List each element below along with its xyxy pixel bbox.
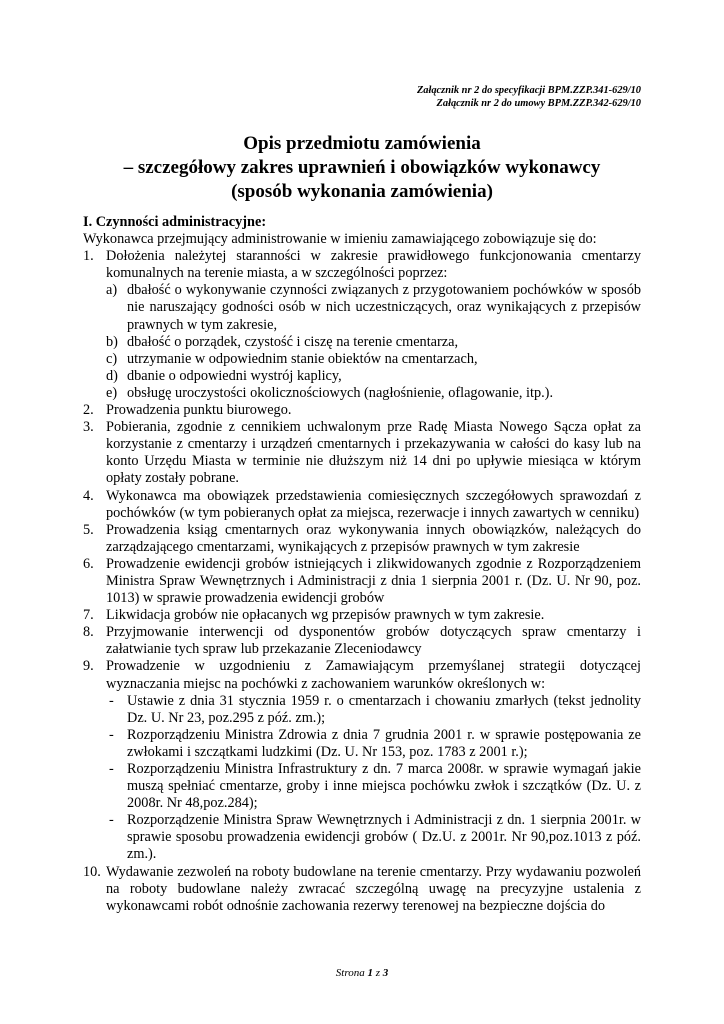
- list-item-3: [83, 419, 641, 487]
- sub-list: [106, 282, 641, 402]
- item-number: 8.: [83, 624, 94, 641]
- dash-marker: -: [109, 726, 114, 743]
- sub-item-c: [106, 351, 641, 368]
- sub-item-letter: e): [106, 384, 118, 401]
- item-number: 9.: [83, 658, 94, 675]
- list-item-7: [83, 607, 641, 624]
- sub-item-text: dbałość o porządek, czystość i ciszę na terenie cmentarza,: [127, 333, 459, 350]
- title-line-3: (sposób wykonania zamówienia): [231, 181, 493, 202]
- item-number: 2.: [83, 402, 94, 419]
- dash-marker: -: [109, 692, 114, 709]
- dash-marker: -: [109, 812, 114, 829]
- title-line-2: – szczegółowy zakres uprawnień i obowiązków wykonawcy: [123, 157, 601, 178]
- item-number: 3.: [83, 419, 94, 436]
- legal-act-item: [106, 761, 641, 812]
- legal-acts-list: [106, 693, 641, 864]
- section-intro: Wykonawca przejmujący administrowanie w imieniu zamawiającego zobowiązuje się do:: [83, 231, 597, 248]
- list-item-9: [83, 658, 641, 863]
- list-item-2: [83, 402, 641, 419]
- item-text: Prowadzenie ewidencji grobów istniejących i zlikwidowanych zgodnie z Rozporządzeniem Ministra Spraw Wewnętrznych i Administracji z dnia 1 sierpnia 2001 r. (Dz. U. Nr 90, poz. 1013) w sprawie prowadzenia ewidencji grobów: [106, 555, 641, 607]
- sub-item-d: [106, 368, 641, 385]
- sub-item-e: [106, 385, 641, 402]
- contract-reference: Załącznik nr 2 do umowy BPM.ZZP.342-629/10: [436, 98, 641, 109]
- list-item-5: [83, 522, 641, 556]
- list-item-6: [83, 556, 641, 607]
- sub-item-text: utrzymanie w odpowiednim stanie obiektów na cmentarzach,: [127, 350, 478, 367]
- sub-item-text: dbanie o odpowiedni wystrój kaplicy,: [127, 367, 342, 384]
- list-item-10: [83, 864, 641, 915]
- item-text: Przyjmowanie interwencji od dysponentów grobów dotyczących spraw cmentarzy i załatwianie tych spraw lub przekazanie Zleceniodawcy: [106, 624, 641, 658]
- list-item-8: [83, 624, 641, 658]
- current-page: 1: [367, 967, 373, 979]
- sub-item-a: [106, 282, 641, 333]
- item-text: Pobierania, zgodnie z cennikiem uchwalonym prze Radę Miasta Nowego Sącza opłat za korzystanie z cmentarzy i urządzeń cmentarnych i przekazywania w całości do kasy lub na konto Urzędu Miasta w terminie nie dłuższym niż 14 dni po upływie miesiąca w którym opłaty zostały pobrane.: [106, 419, 641, 487]
- section-heading: I. Czynności administracyjne:: [83, 214, 267, 230]
- item-number: 5.: [83, 521, 94, 538]
- legal-act-text: Rozporządzeniu Ministra Zdrowia z dnia 7 grudnia 2001 r. w sprawie postępowania ze zwłokami i szczątkami ludzkimi (Dz. U. Nr 153, poz. 1783 z 2001 r.);: [127, 726, 641, 760]
- sub-item-text: dbałość o wykonywanie czynności związanych z przygotowaniem pochówków w sposób nie naruszający godności osób w nich uczestniczących, oraz wynikających z przepisów prawnych w tym zakresie,: [127, 282, 641, 333]
- legal-act-text: Ustawie z dnia 31 stycznia 1959 r. o cmentarzach i chowaniu zmarłych (tekst jednolity Dz. U. Nr 23, poz.295 z póź. zm.);: [127, 692, 641, 726]
- item-number: 10.: [83, 863, 101, 880]
- item-text: Prowadzenia punktu biurowego.: [106, 402, 292, 419]
- item-number: 6.: [83, 555, 94, 572]
- legal-act-item: [106, 693, 641, 727]
- list-item-1: [83, 248, 641, 402]
- item-number: 7.: [83, 607, 94, 624]
- legal-act-text: Rozporządzenie Ministra Spraw Wewnętrznych i Administracji z dn. 1 sierpnia 2001r. w sprawie sposobu prowadzenia ewidencji grobów ( Dz.U. z 2001r. Nr 90,poz.1013 z póź. zm.).: [127, 812, 641, 863]
- item-number: 4.: [83, 487, 94, 504]
- item-text: Prowadzenie w uzgodnieniu z Zamawiającym przemyślanej strategii dotyczącej wyznaczania miejsc na pochówki z zachowaniem warunków określonych w:: [106, 658, 641, 692]
- title-line-1: Opis przedmiotu zamówienia: [243, 133, 481, 154]
- document-body: [83, 214, 641, 915]
- page-label: Strona: [335, 967, 365, 979]
- list-item-4: [83, 488, 641, 522]
- item-text: Likwidacja grobów nie opłacanych wg przepisów prawnych w tym zakresie.: [106, 607, 545, 624]
- document-title: [0, 132, 724, 204]
- sub-item-letter: b): [106, 333, 118, 350]
- sub-item-b: [106, 334, 641, 351]
- sub-item-letter: c): [106, 350, 118, 367]
- legal-act-item: [106, 812, 641, 863]
- item-text: Wydawanie zezwoleń na roboty budowlane na terenie cmentarzy. Przy wydawaniu pozwoleń na roboty budowlane należy zwracać szczególną uwagę na precyzyjne ustalenia z wykonawcami robót odnośnie zachowania rezerwy terenowej na bezpieczne dojścia do: [106, 863, 641, 914]
- item-number: 1.: [83, 248, 94, 265]
- total-pages: 3: [382, 967, 389, 979]
- page-footer: [0, 967, 724, 979]
- sub-item-letter: d): [106, 367, 118, 384]
- specification-reference: Załącznik nr 2 do specyfikacji BPM.ZZP.341-629/10: [416, 85, 641, 96]
- item-text: Dołożenia należytej staranności w zakresie prawidłowego funkcjonowania cmentarzy komunalnych na terenie miasta, a w szczególności poprzez:: [106, 248, 641, 282]
- item-text: Wykonawca ma obowiązek przedstawienia comiesięcznych szczegółowych sprawozdań z pochówków (w tym pobieranych opłat za miejsca, rezerwacje i innych zawartych w cenniku): [106, 487, 641, 521]
- sub-item-letter: a): [106, 282, 118, 299]
- legal-act-item: [106, 727, 641, 761]
- page-separator: z: [375, 967, 380, 979]
- dash-marker: -: [109, 761, 114, 777]
- obligations-list: [83, 248, 641, 915]
- sub-item-text: obsługę uroczystości okolicznościowych (nagłośnienie, oflagowanie, itp.).: [127, 384, 554, 401]
- attachment-reference: [417, 84, 641, 110]
- item-text: Prowadzenia ksiąg cmentarnych oraz wykonywania innych obowiązków, należących do zarządzającego cmentarzami, wynikających z przepisów prawnych w tym zakresie: [106, 521, 641, 555]
- legal-act-text: Rozporządzeniu Ministra Infrastruktury z dn. 7 marca 2008r. w sprawie wymagań jakie muszą spełniać cmentarze, groby i inne miejsca pochówku zwłok i szczątków (Dz. U. z 2008r. Nr 48,poz.284);: [127, 761, 641, 812]
